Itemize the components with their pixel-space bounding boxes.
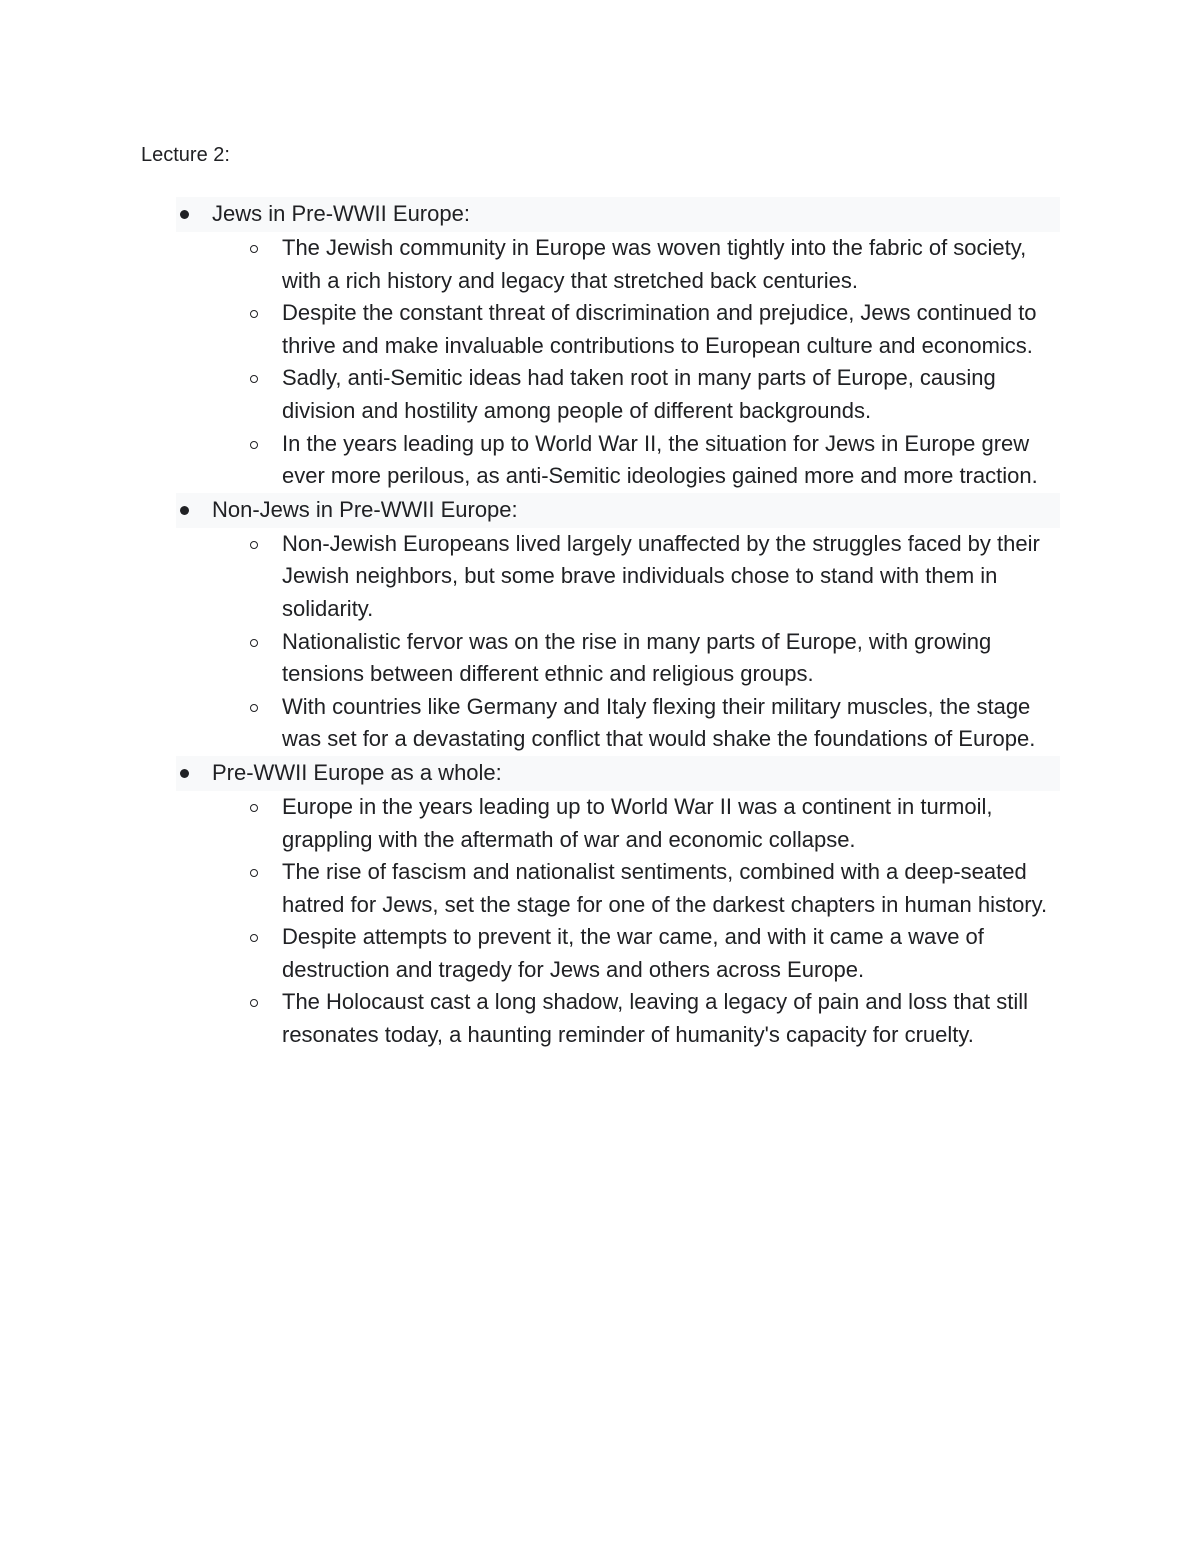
list-item-text: Despite attempts to prevent it, the war came, and with it came a wave of destruction and tragedy for Jews and others across Europe.	[282, 924, 984, 982]
list-item	[176, 297, 1060, 362]
list-item-text: Europe in the years leading up to World War II was a continent in turmoil, grappling with the aftermath of war and economic collapse.	[282, 793, 993, 852]
hollow-bullet-icon	[250, 310, 258, 318]
list-item-text: The rise of fascism and nationalist sentiments, combined with a deep-seated hatred for Jews, set the stage for one of the darkest chapters in human history.	[282, 859, 1048, 917]
outline-section	[176, 197, 1060, 493]
list-item-text: With countries like Germany and Italy flexing their military muscles, the stage was set for a devastating conflict that would shake the foundations of Europe.	[282, 693, 1036, 752]
section-points	[176, 232, 1060, 493]
list-item	[176, 791, 1060, 856]
list-item	[176, 921, 1060, 986]
hollow-bullet-icon	[250, 869, 258, 877]
list-item-text: Non-Jewish Europeans lived largely unaffected by the struggles faced by their Jewish neighbors, but some brave individuals chose to stand with them in solidarity.	[282, 530, 1040, 621]
section-heading: Non-Jews in Pre-WWII Europe:	[212, 496, 518, 522]
document-title: Lecture 2:	[141, 144, 230, 166]
filled-bullet-icon	[180, 506, 189, 515]
filled-bullet-icon	[180, 210, 189, 219]
list-item-text: The Holocaust cast a long shadow, leaving a legacy of pain and loss that still resonates today, a haunting reminder of humanity's capacity for cruelty.	[282, 989, 1029, 1048]
section-points	[176, 528, 1060, 756]
list-item	[176, 232, 1060, 297]
list-item-text: Despite the constant threat of discrimination and prejudice, Jews continued to thrive and make invaluable contributions to European culture and economics.	[282, 300, 1037, 358]
list-item-text: The Jewish community in Europe was woven tightly into the fabric of society, with a rich history and legacy that stretched back centuries.	[282, 235, 1027, 293]
section-heading-row	[176, 756, 1060, 791]
list-item-text: Nationalistic fervor was on the rise in many parts of Europe, with growing tensions between different ethnic and religious groups.	[282, 628, 992, 687]
outline-section	[176, 493, 1060, 756]
list-item	[176, 856, 1060, 921]
section-heading-row	[176, 197, 1060, 232]
list-item-text: Sadly, anti-Semitic ideas had taken root in many parts of Europe, causing division and hostility among people of different backgrounds.	[282, 365, 996, 423]
hollow-bullet-icon	[250, 999, 258, 1007]
hollow-bullet-icon	[250, 639, 258, 647]
list-item	[176, 362, 1060, 427]
list-item	[176, 626, 1060, 691]
section-heading: Jews in Pre-WWII Europe:	[212, 201, 470, 226]
hollow-bullet-icon	[250, 704, 258, 712]
list-item	[176, 986, 1060, 1051]
lecture-outline	[176, 197, 1060, 1052]
section-heading-row	[176, 493, 1060, 528]
hollow-bullet-icon	[250, 804, 258, 812]
section-points	[176, 791, 1060, 1052]
hollow-bullet-icon	[250, 541, 258, 549]
list-item	[176, 528, 1060, 626]
list-item-text: In the years leading up to World War II, the situation for Jews in Europe grew ever more perilous, as anti-Semitic ideologies gained more and more traction.	[282, 430, 1038, 489]
hollow-bullet-icon	[250, 934, 258, 942]
list-item	[176, 428, 1060, 493]
list-item	[176, 691, 1060, 756]
hollow-bullet-icon	[250, 375, 258, 383]
hollow-bullet-icon	[250, 245, 258, 253]
filled-bullet-icon	[180, 769, 189, 778]
hollow-bullet-icon	[250, 441, 258, 449]
outline-section	[176, 756, 1060, 1052]
section-heading: Pre-WWII Europe as a whole:	[212, 759, 502, 785]
